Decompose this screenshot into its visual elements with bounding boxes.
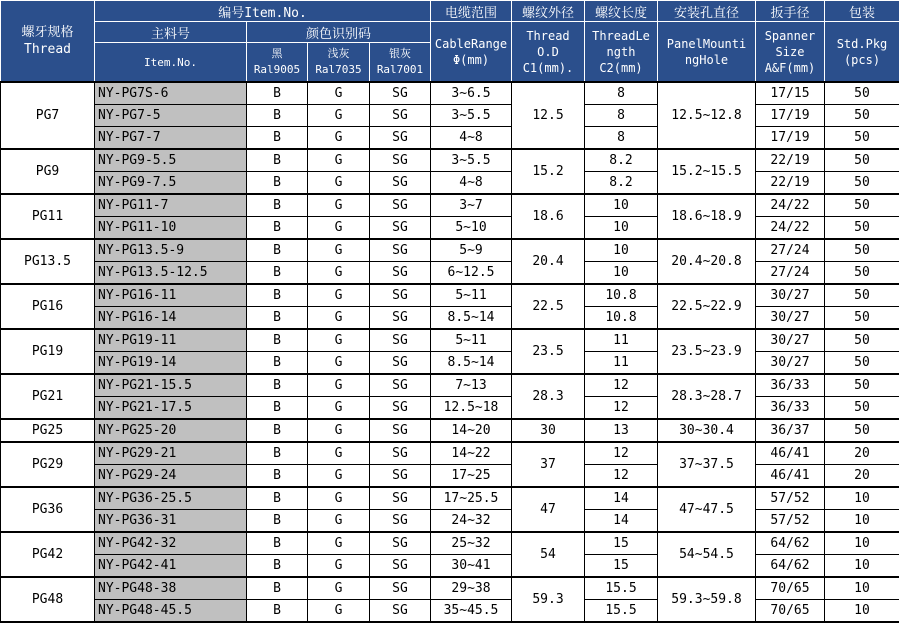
color-silver-cell: SG: [370, 374, 431, 397]
color-silver-cell: SG: [370, 262, 431, 285]
color-black-cell: B: [247, 510, 308, 533]
color-silver-cell: SG: [370, 397, 431, 420]
color-lightgrey-cell: G: [308, 127, 370, 150]
spanner-size-cell: 22/19: [756, 149, 825, 172]
main-no-header: 主料号: [95, 22, 247, 43]
color-lightgrey-cell: G: [308, 329, 370, 352]
pkg-header-en: Std.Pkg (pcs): [825, 22, 899, 83]
thread-length-cell: 15: [585, 532, 658, 555]
spanner-size-cell: 30/27: [756, 329, 825, 352]
color-silver-cell: SG: [370, 307, 431, 330]
std-pkg-cell: 10: [825, 532, 899, 555]
len-header-en: ThreadLe ngth C2(mm): [585, 22, 658, 83]
item-no-cell: NY-PG9-7.5: [95, 172, 247, 195]
color-black-cell: B: [247, 397, 308, 420]
item-no-cell: NY-PG7S-6: [95, 82, 247, 105]
color-silver-cell: SG: [370, 284, 431, 307]
table-row: [1, 532, 899, 555]
spanner-size-cell: 27/24: [756, 239, 825, 262]
color-lightgrey-cell: G: [308, 577, 370, 600]
item-no-cell: NY-PG21-17.5: [95, 397, 247, 420]
table-row: [1, 329, 899, 352]
color-silver-cell: SG: [370, 465, 431, 488]
thread-od-cell: 30: [512, 419, 585, 442]
item-no-cell: NY-PG7-7: [95, 127, 247, 150]
std-pkg-cell: 50: [825, 352, 899, 375]
color-lightgrey-cell: G: [308, 82, 370, 105]
color-black-cell: B: [247, 172, 308, 195]
color-black-cell: B: [247, 555, 308, 578]
item-group-header: 编号Item.No.: [95, 1, 431, 22]
thread-length-cell: 8: [585, 105, 658, 127]
thread-header: 螺牙规格 Thread: [1, 1, 95, 83]
color-lightgrey-cell: G: [308, 600, 370, 623]
cable-range-cell: 29~38: [431, 577, 512, 600]
color-silver-cell: SG: [370, 600, 431, 623]
thread-od-cell: 12.5: [512, 82, 585, 149]
thread-od-cell: 20.4: [512, 239, 585, 284]
thread-od-cell: 22.5: [512, 284, 585, 329]
color-silver-cell: SG: [370, 419, 431, 442]
table-row: [1, 577, 899, 600]
cable-range-cell: 35~45.5: [431, 600, 512, 623]
spanner-size-cell: 57/52: [756, 510, 825, 533]
color-black-cell: B: [247, 600, 308, 623]
std-pkg-cell: 50: [825, 172, 899, 195]
color-silver-cell: SG: [370, 217, 431, 240]
item-no-cell: NY-PG48-45.5: [95, 600, 247, 623]
spanner-size-cell: 64/62: [756, 532, 825, 555]
table-row: [1, 419, 899, 442]
color-lightgrey-cell: G: [308, 194, 370, 217]
color-black-cell: B: [247, 127, 308, 150]
color-silver-cell: SG: [370, 532, 431, 555]
table-row: [1, 217, 899, 240]
spanner-size-cell: 30/27: [756, 352, 825, 375]
mounting-hole-cell: 54~54.5: [658, 532, 756, 577]
table-row: [1, 172, 899, 195]
thread-od-cell: 15.2: [512, 149, 585, 194]
thread-length-cell: 10: [585, 217, 658, 240]
item-no-cell: NY-PG25-20: [95, 419, 247, 442]
thread-length-cell: 10.8: [585, 284, 658, 307]
thread-od-cell: 28.3: [512, 374, 585, 419]
thread-cell: PG29: [1, 442, 95, 487]
pkg-header-cn: 包装: [825, 1, 899, 22]
thread-length-cell: 14: [585, 510, 658, 533]
color-lightgrey-cell: G: [308, 419, 370, 442]
item-no-cell: NY-PG16-11: [95, 284, 247, 307]
std-pkg-cell: 50: [825, 329, 899, 352]
std-pkg-cell: 50: [825, 194, 899, 217]
thread-length-cell: 13: [585, 419, 658, 442]
cable-range-cell: 12.5~18: [431, 397, 512, 420]
color-silver-cell: SG: [370, 329, 431, 352]
thread-length-cell: 8: [585, 127, 658, 150]
spanner-header-cn: 扳手径: [756, 1, 825, 22]
mounting-hole-cell: 20.4~20.8: [658, 239, 756, 284]
thread-cell: PG36: [1, 487, 95, 532]
item-no-cell: NY-PG11-7: [95, 194, 247, 217]
spanner-size-cell: 64/62: [756, 555, 825, 578]
thread-length-cell: 8.2: [585, 149, 658, 172]
table-row: [1, 127, 899, 150]
cable-range-cell: 3~6.5: [431, 82, 512, 105]
color-lightgrey-cell: G: [308, 487, 370, 510]
table-row: [1, 442, 899, 465]
std-pkg-cell: 50: [825, 374, 899, 397]
thread-length-cell: 10: [585, 239, 658, 262]
color-black-cell: B: [247, 374, 308, 397]
thread-od-cell: 37: [512, 442, 585, 487]
cable-range-cell: 5~10: [431, 217, 512, 240]
cable-range-cell: 17~25: [431, 465, 512, 488]
thread-length-cell: 14: [585, 487, 658, 510]
cable-range-cell: 17~25.5: [431, 487, 512, 510]
thread-od-cell: 54: [512, 532, 585, 577]
thread-length-cell: 15: [585, 555, 658, 578]
spanner-size-cell: 36/33: [756, 397, 825, 420]
item-no-cell: NY-PG9-5.5: [95, 149, 247, 172]
color-black-cell: B: [247, 105, 308, 127]
cable-range-cell: 3~5.5: [431, 105, 512, 127]
color-silver-cell: SG: [370, 487, 431, 510]
color-black-cell: B: [247, 465, 308, 488]
thread-length-cell: 10: [585, 262, 658, 285]
color-black-cell: B: [247, 149, 308, 172]
item-no-cell: NY-PG21-15.5: [95, 374, 247, 397]
black-header: 黑 Ral9005: [247, 43, 308, 83]
color-lightgrey-cell: G: [308, 510, 370, 533]
item-no-cell: NY-PG11-10: [95, 217, 247, 240]
thread-length-cell: 8.2: [585, 172, 658, 195]
color-black-cell: B: [247, 419, 308, 442]
cable-range-cell: 14~20: [431, 419, 512, 442]
thread-length-cell: 12: [585, 397, 658, 420]
spanner-size-cell: 57/52: [756, 487, 825, 510]
color-black-cell: B: [247, 487, 308, 510]
table-row: [1, 239, 899, 262]
cable-range-cell: 5~11: [431, 329, 512, 352]
thread-cell: PG42: [1, 532, 95, 577]
color-lightgrey-cell: G: [308, 374, 370, 397]
mounting-hole-cell: 59.3~59.8: [658, 577, 756, 622]
color-silver-cell: SG: [370, 555, 431, 578]
item-no-cell: NY-PG42-32: [95, 532, 247, 555]
color-silver-cell: SG: [370, 194, 431, 217]
thread-cell: PG19: [1, 329, 95, 374]
cable-range-cell: 3~5.5: [431, 149, 512, 172]
std-pkg-cell: 10: [825, 487, 899, 510]
item-no-cell: NY-PG29-24: [95, 465, 247, 488]
spanner-size-cell: 70/65: [756, 577, 825, 600]
table-row: [1, 307, 899, 330]
mounting-hole-cell: 18.6~18.9: [658, 194, 756, 239]
table-row: [1, 397, 899, 420]
mounting-hole-cell: 12.5~12.8: [658, 82, 756, 149]
cable-range-cell: 5~11: [431, 284, 512, 307]
color-lightgrey-cell: G: [308, 352, 370, 375]
color-silver-cell: SG: [370, 127, 431, 150]
thread-od-cell: 59.3: [512, 577, 585, 622]
item-no-cell: NY-PG13.5-12.5: [95, 262, 247, 285]
std-pkg-cell: 50: [825, 217, 899, 240]
table-body: [1, 82, 899, 622]
spanner-header-en: Spanner Size A&F(mm): [756, 22, 825, 83]
item-no-cell: NY-PG36-25.5: [95, 487, 247, 510]
table-row: [1, 284, 899, 307]
color-lightgrey-cell: G: [308, 149, 370, 172]
table-row: [1, 194, 899, 217]
spanner-size-cell: 24/22: [756, 217, 825, 240]
table-row: [1, 510, 899, 533]
color-lightgrey-cell: G: [308, 217, 370, 240]
cable-range-cell: 30~41: [431, 555, 512, 578]
item-no-cell: NY-PG16-14: [95, 307, 247, 330]
table-row: [1, 105, 899, 127]
spanner-size-cell: 27/24: [756, 262, 825, 285]
len-header-cn: 螺纹长度: [585, 1, 658, 22]
od-header-en: Thread O.D C1(mm).: [512, 22, 585, 83]
thread-cell: PG13.5: [1, 239, 95, 284]
color-lightgrey-cell: G: [308, 262, 370, 285]
color-black-cell: B: [247, 217, 308, 240]
std-pkg-cell: 10: [825, 510, 899, 533]
color-black-cell: B: [247, 577, 308, 600]
std-pkg-cell: 50: [825, 82, 899, 105]
item-no-cell: NY-PG36-31: [95, 510, 247, 533]
thread-length-cell: 10.8: [585, 307, 658, 330]
od-header-cn: 螺纹外径: [512, 1, 585, 22]
std-pkg-cell: 10: [825, 600, 899, 623]
thread-cell: PG21: [1, 374, 95, 419]
spanner-size-cell: 36/37: [756, 419, 825, 442]
cable-range-cell: 7~13: [431, 374, 512, 397]
mounting-hole-cell: 47~47.5: [658, 487, 756, 532]
thread-length-cell: 11: [585, 352, 658, 375]
spanner-size-cell: 17/19: [756, 127, 825, 150]
item-no-cell: NY-PG13.5-9: [95, 239, 247, 262]
thread-length-cell: 11: [585, 329, 658, 352]
thread-cell: PG25: [1, 419, 95, 442]
cable-range-cell: 6~12.5: [431, 262, 512, 285]
mounting-hole-cell: 28.3~28.7: [658, 374, 756, 419]
thread-cell: PG7: [1, 82, 95, 149]
color-lightgrey-cell: G: [308, 442, 370, 465]
color-black-cell: B: [247, 329, 308, 352]
cable-range-cell: 3~7: [431, 194, 512, 217]
mounting-hole-cell: 23.5~23.9: [658, 329, 756, 374]
color-lightgrey-cell: G: [308, 307, 370, 330]
thread-length-cell: 15.5: [585, 577, 658, 600]
color-lightgrey-cell: G: [308, 239, 370, 262]
cable-range-cell: 4~8: [431, 172, 512, 195]
silver-header: 银灰 Ral7001: [370, 43, 431, 83]
std-pkg-cell: 20: [825, 442, 899, 465]
color-black-cell: B: [247, 82, 308, 105]
color-silver-cell: SG: [370, 172, 431, 195]
std-pkg-cell: 50: [825, 105, 899, 127]
thread-length-cell: 12: [585, 465, 658, 488]
spanner-size-cell: 36/33: [756, 374, 825, 397]
mounting-hole-cell: 30~30.4: [658, 419, 756, 442]
table-header: [1, 1, 899, 83]
table-row: [1, 465, 899, 488]
color-black-cell: B: [247, 284, 308, 307]
mounting-hole-cell: 22.5~22.9: [658, 284, 756, 329]
color-silver-cell: SG: [370, 105, 431, 127]
std-pkg-cell: 20: [825, 465, 899, 488]
spanner-size-cell: 46/41: [756, 465, 825, 488]
thread-length-cell: 15.5: [585, 600, 658, 623]
color-code-header: 颜色识别码: [247, 22, 431, 43]
cable-range-cell: 24~32: [431, 510, 512, 533]
std-pkg-cell: 10: [825, 555, 899, 578]
color-black-cell: B: [247, 532, 308, 555]
color-silver-cell: SG: [370, 149, 431, 172]
color-lightgrey-cell: G: [308, 172, 370, 195]
lightgrey-header: 浅灰 Ral7035: [308, 43, 370, 83]
color-black-cell: B: [247, 262, 308, 285]
table-row: [1, 600, 899, 623]
color-black-cell: B: [247, 194, 308, 217]
thread-length-cell: 12: [585, 442, 658, 465]
mounting-hole-cell: 37~37.5: [658, 442, 756, 487]
spanner-size-cell: 17/15: [756, 82, 825, 105]
spanner-size-cell: 24/22: [756, 194, 825, 217]
color-silver-cell: SG: [370, 352, 431, 375]
color-lightgrey-cell: G: [308, 397, 370, 420]
item-no-cell: NY-PG19-14: [95, 352, 247, 375]
item-no-cell: NY-PG42-41: [95, 555, 247, 578]
color-black-cell: B: [247, 352, 308, 375]
mounting-hole-cell: 15.2~15.5: [658, 149, 756, 194]
table-row: [1, 149, 899, 172]
cable-range-cell: 4~8: [431, 127, 512, 150]
table-row: [1, 262, 899, 285]
color-lightgrey-cell: G: [308, 532, 370, 555]
color-lightgrey-cell: G: [308, 465, 370, 488]
color-silver-cell: SG: [370, 577, 431, 600]
color-silver-cell: SG: [370, 82, 431, 105]
thread-od-cell: 47: [512, 487, 585, 532]
std-pkg-cell: 50: [825, 262, 899, 285]
thread-length-cell: 10: [585, 194, 658, 217]
cable-range-cell: 8.5~14: [431, 352, 512, 375]
thread-cell: PG48: [1, 577, 95, 622]
cable-range-cell: 5~9: [431, 239, 512, 262]
thread-cell: PG11: [1, 194, 95, 239]
spanner-size-cell: 17/19: [756, 105, 825, 127]
std-pkg-cell: 10: [825, 577, 899, 600]
cable-range-cell: 14~22: [431, 442, 512, 465]
std-pkg-cell: 50: [825, 284, 899, 307]
color-silver-cell: SG: [370, 239, 431, 262]
thread-length-cell: 12: [585, 374, 658, 397]
thread-cell: PG9: [1, 149, 95, 194]
spanner-size-cell: 30/27: [756, 284, 825, 307]
color-lightgrey-cell: G: [308, 284, 370, 307]
item-no-cell: NY-PG19-11: [95, 329, 247, 352]
thread-length-cell: 8: [585, 82, 658, 105]
thread-od-cell: 23.5: [512, 329, 585, 374]
hole-header-en: PanelMounti ngHole: [658, 22, 756, 83]
table-row: [1, 487, 899, 510]
std-pkg-cell: 50: [825, 239, 899, 262]
spanner-size-cell: 30/27: [756, 307, 825, 330]
color-silver-cell: SG: [370, 510, 431, 533]
spanner-size-cell: 22/19: [756, 172, 825, 195]
cable-range-cell: 8.5~14: [431, 307, 512, 330]
table-row: [1, 555, 899, 578]
color-lightgrey-cell: G: [308, 105, 370, 127]
std-pkg-cell: 50: [825, 127, 899, 150]
spanner-size-cell: 46/41: [756, 442, 825, 465]
std-pkg-cell: 50: [825, 149, 899, 172]
item-no-header: Item.No.: [95, 43, 247, 83]
color-lightgrey-cell: G: [308, 555, 370, 578]
spanner-size-cell: 70/65: [756, 600, 825, 623]
hole-header-cn: 安装孔直径: [658, 1, 756, 22]
cable-range-cell: 25~32: [431, 532, 512, 555]
cable-header-en: CableRange Φ(mm): [431, 22, 512, 83]
item-no-cell: NY-PG29-21: [95, 442, 247, 465]
thread-od-cell: 18.6: [512, 194, 585, 239]
item-no-cell: NY-PG7-5: [95, 105, 247, 127]
table-row: [1, 352, 899, 375]
table-row: [1, 82, 899, 105]
thread-cell: PG16: [1, 284, 95, 329]
std-pkg-cell: 50: [825, 419, 899, 442]
table-row: [1, 374, 899, 397]
color-black-cell: B: [247, 307, 308, 330]
item-no-cell: NY-PG48-38: [95, 577, 247, 600]
color-black-cell: B: [247, 239, 308, 262]
cable-header-cn: 电缆范围: [431, 1, 512, 22]
color-silver-cell: SG: [370, 442, 431, 465]
std-pkg-cell: 50: [825, 307, 899, 330]
color-black-cell: B: [247, 442, 308, 465]
std-pkg-cell: 50: [825, 397, 899, 420]
